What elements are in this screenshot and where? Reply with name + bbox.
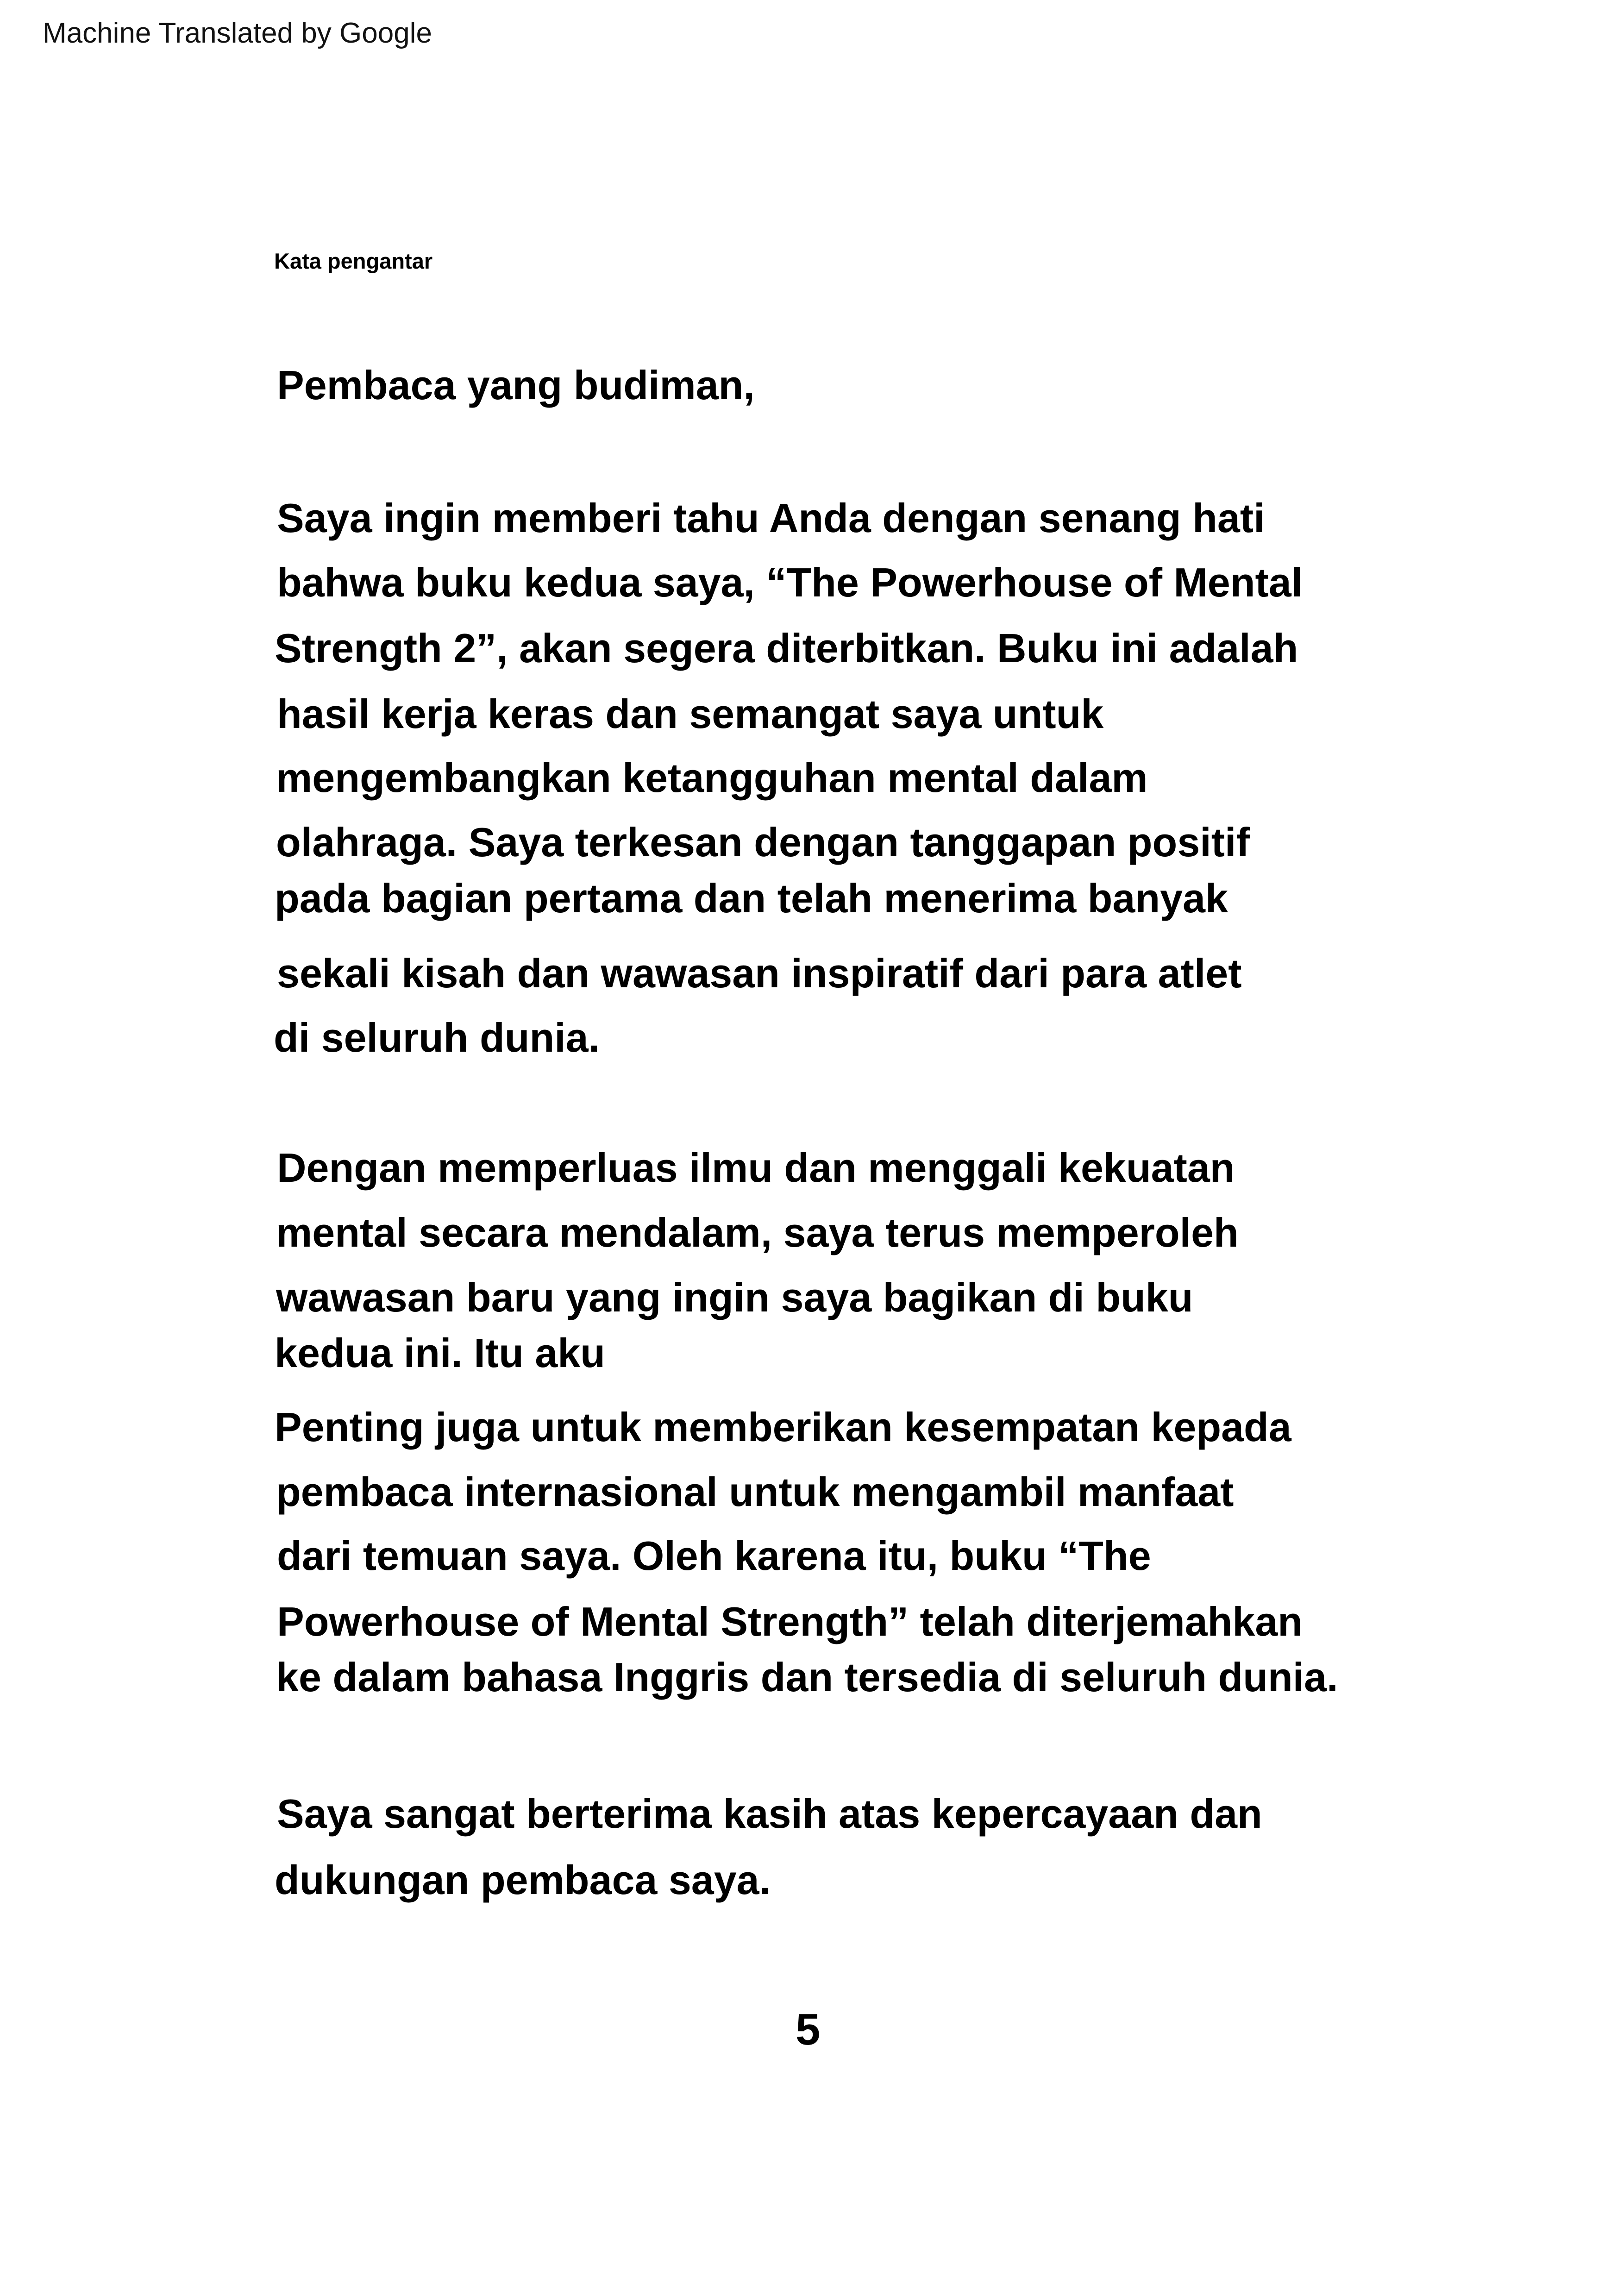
paragraph-2-line: ke dalam bahasa Inggris dan tersedia di seluruh dunia. — [276, 1654, 1338, 1700]
paragraph-2-line: wawasan baru yang ingin saya bagikan di buku — [276, 1274, 1193, 1320]
paragraph-1-line: pada bagian pertama dan telah menerima banyak — [275, 875, 1228, 921]
paragraph-1-line: hasil kerja keras dan semangat saya untuk — [277, 691, 1104, 737]
paragraph-1-line: Strength 2”, akan segera diterbitkan. Buku ini adalah — [275, 625, 1298, 671]
paragraph-3-line: dukungan pembaca saya. — [275, 1857, 771, 1903]
paragraph-2-line: mental secara mendalam, saya terus memperoleh — [276, 1210, 1239, 1255]
page-number: 5 — [796, 2005, 821, 2054]
paragraph-2-line: kedua ini. Itu aku — [275, 1330, 605, 1376]
salutation: Pembaca yang budiman, — [277, 362, 755, 408]
paragraph-2-line: Powerhouse of Mental Strength” telah diterjemahkan — [277, 1599, 1303, 1644]
paragraph-2-line: pembaca internasional untuk mengambil manfaat — [276, 1469, 1234, 1515]
paragraph-1-line: di seluruh dunia. — [274, 1015, 600, 1060]
paragraph-2-line: Penting juga untuk memberikan kesempatan kepada — [275, 1404, 1291, 1450]
paragraph-2-line: dari temuan saya. Oleh karena itu, buku “The — [277, 1533, 1151, 1579]
paragraph-2-line: Dengan memperluas ilmu dan menggali kekuatan — [277, 1145, 1235, 1191]
machine-translation-banner: Machine Translated by Google — [43, 17, 432, 49]
paragraph-3-line: Saya sangat berterima kasih atas kepercayaan dan — [277, 1791, 1262, 1837]
paragraph-1-line: sekali kisah dan wawasan inspiratif dari para atlet — [277, 950, 1242, 996]
section-label: Kata pengantar — [274, 249, 433, 273]
paragraph-1-line: mengembangkan ketangguhan mental dalam — [276, 755, 1148, 801]
paragraph-1-line: Saya ingin memberi tahu Anda dengan senang hati — [277, 495, 1265, 541]
paragraph-1-line: bahwa buku kedua saya, “The Powerhouse of Mental — [277, 559, 1303, 605]
paragraph-1-line: olahraga. Saya terkesan dengan tanggapan positif — [276, 819, 1250, 865]
